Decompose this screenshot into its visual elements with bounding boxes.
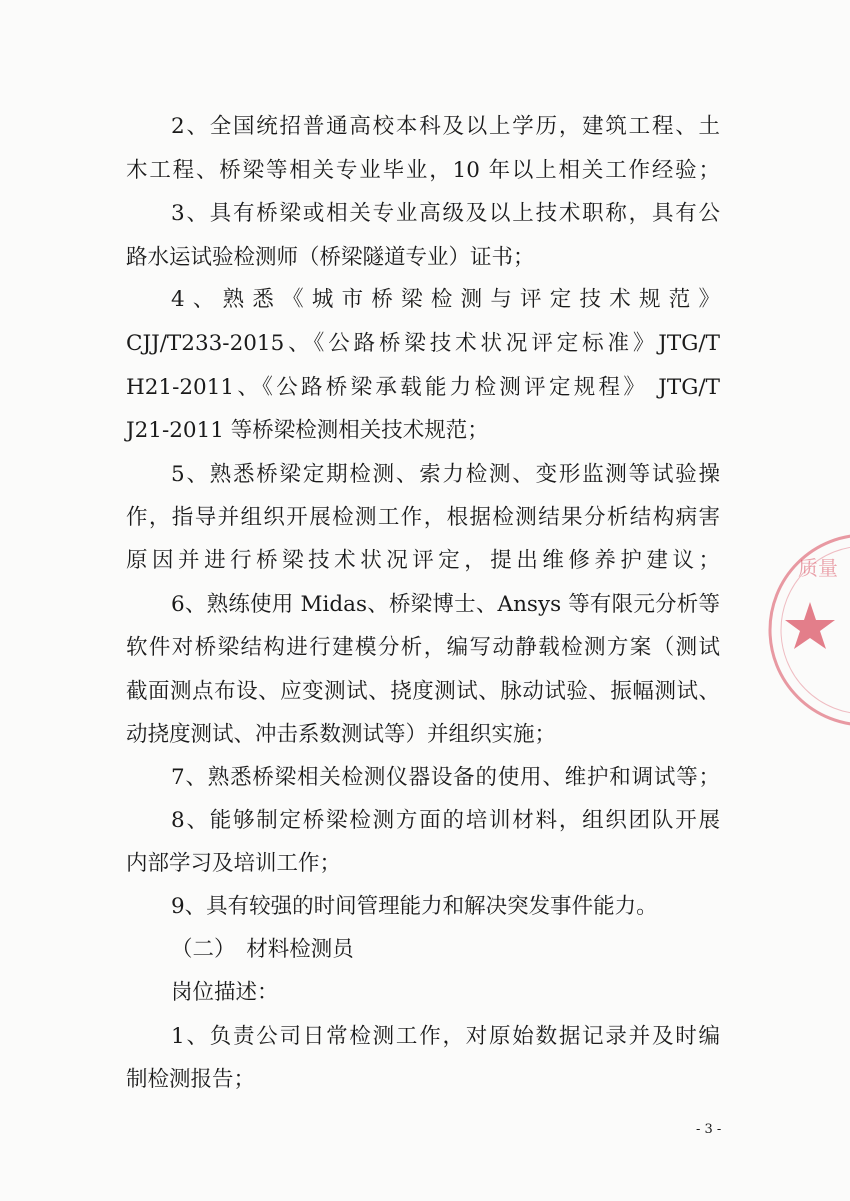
- page-number: - 3 -: [696, 1122, 722, 1137]
- star-icon: [785, 602, 835, 649]
- text-line: 8、能够制定桥梁检测方面的培训材料，组织团队开展: [171, 808, 720, 833]
- text-line: 路水运试验检测师（桥梁隧道专业）证书；: [126, 245, 535, 270]
- text-line: 4、熟悉《城市桥梁检测与评定技术规范》: [171, 287, 720, 312]
- text-line: 7、熟悉桥梁相关检测仪器设备的使用、维护和调试等；: [171, 765, 720, 790]
- text-line: 木工程、桥梁等相关专业毕业，10 年以上相关工作经验；: [126, 158, 720, 183]
- text-line: 6、熟练使用 Midas、桥梁博士、Ansys 等有限元分析等: [171, 592, 720, 617]
- text-line: H21-2011、《公路桥梁承载能力检测评定规程》 JTG/T: [126, 375, 720, 400]
- text-line: 1、负责公司日常检测工作，对原始数据记录并及时编: [171, 1024, 720, 1049]
- text-line: 作，指导并组织开展检测工作，根据检测结果分析结构病害: [126, 505, 720, 530]
- text-line: CJJ/T233-2015、《公路桥梁技术状况评定标准》JTG/T: [126, 331, 720, 356]
- company-seal-stamp: [740, 520, 850, 740]
- text-line: 原因并进行桥梁技术状况评定，提出维修养护建议；: [126, 548, 720, 573]
- text-line: 制检测报告；: [126, 1067, 256, 1092]
- subheading: 岗位描述：: [171, 980, 279, 1005]
- text-line: 截面测点布设、应变测试、挠度测试、脉动试验、振幅测试、: [126, 679, 720, 704]
- text-line: 软件对桥梁结构进行建模分析，编写动静载检测方案（测试: [126, 635, 720, 660]
- text-line: 3、具有桥梁或相关专业高级及以上技术职称，具有公: [171, 201, 720, 226]
- text-line: 5、熟悉桥梁定期检测、索力检测、变形监测等试验操: [171, 462, 720, 487]
- text-line: 动挠度测试、冲击系数测试等）并组织实施；: [126, 722, 557, 747]
- section-heading: （二） 材料检测员: [171, 937, 354, 962]
- text-line: 2、全国统招普通高校本科及以上学历，建筑工程、土: [171, 114, 720, 139]
- text-line: 内部学习及培训工作；: [126, 851, 342, 876]
- stamp-text: 质量: [798, 556, 838, 580]
- text-line: J21-2011 等桥梁检测相关技术规范；: [126, 418, 489, 443]
- text-line: 9、具有较强的时间管理能力和解决突发事件能力。: [171, 894, 658, 919]
